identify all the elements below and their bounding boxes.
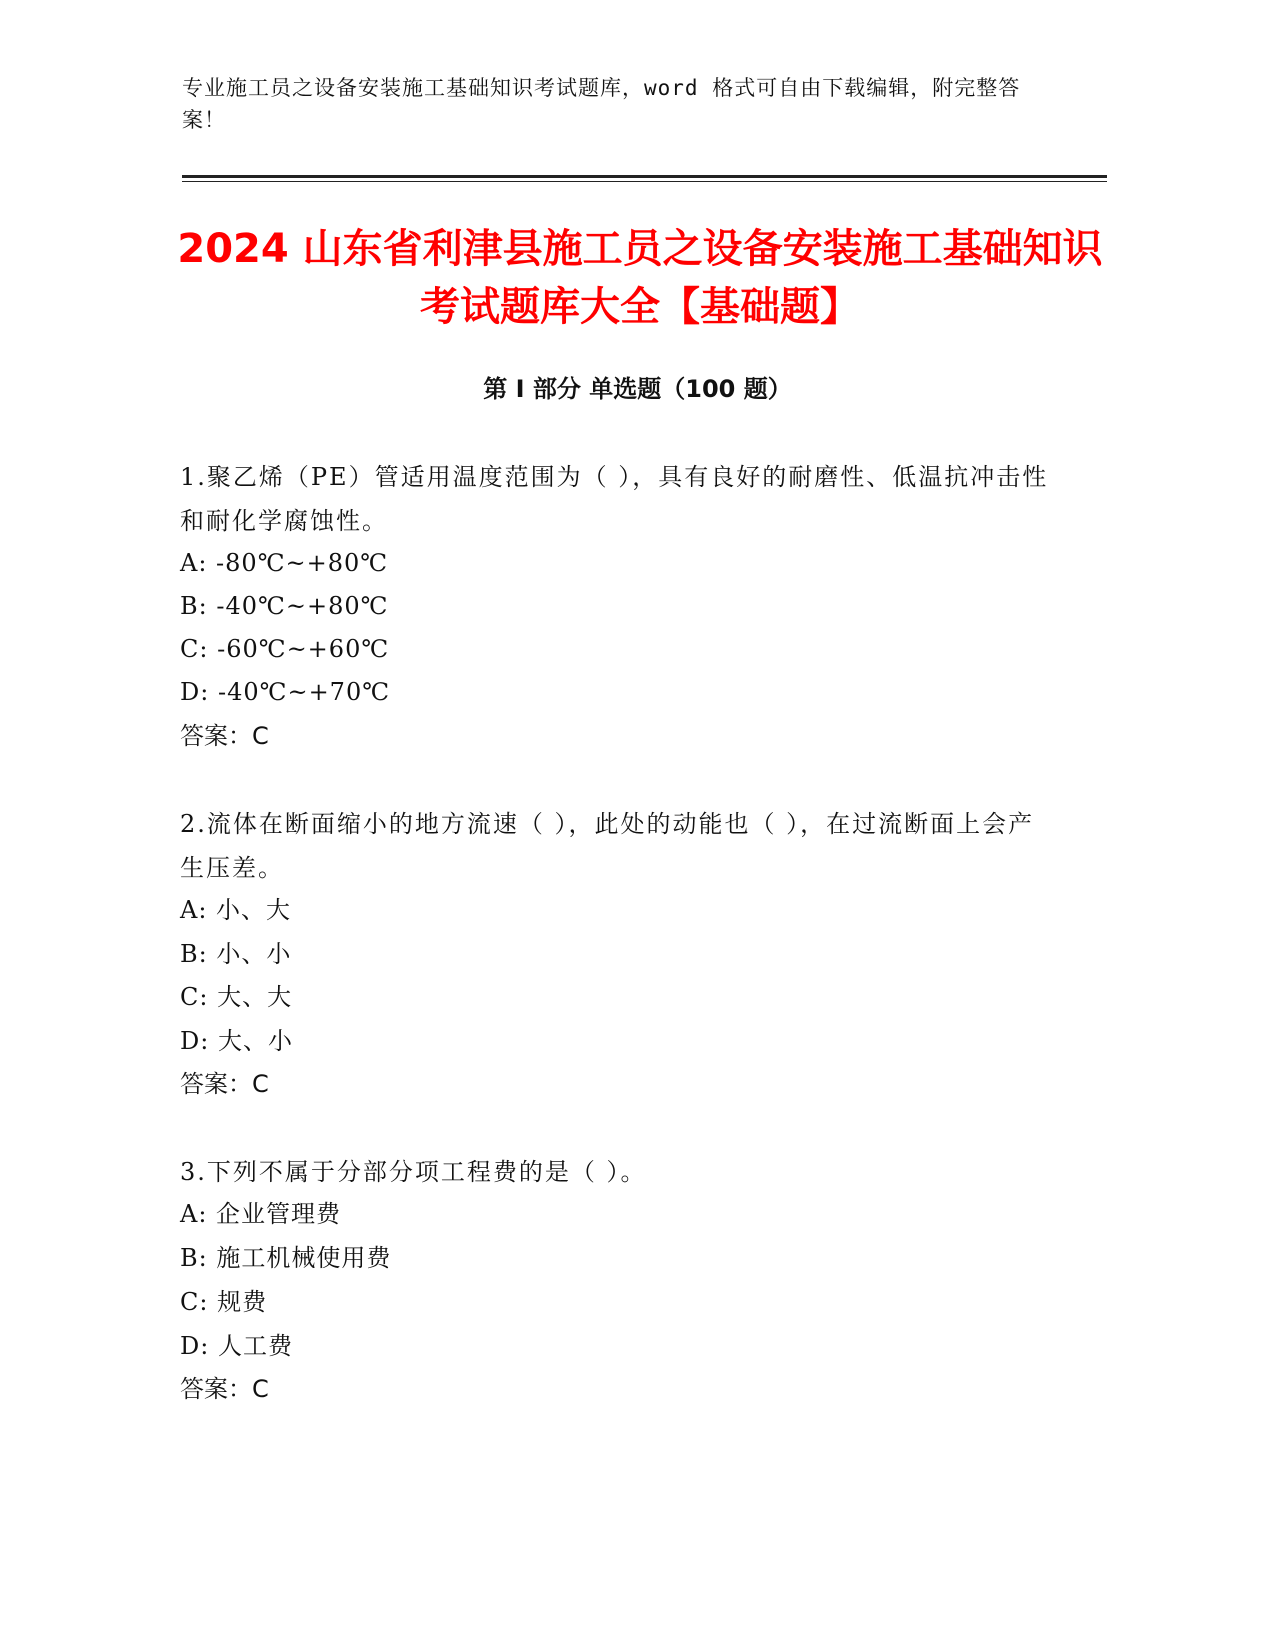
question-3-option-a: A: 企业管理费: [180, 1200, 342, 1228]
question-3-answer: 答案：C: [180, 1375, 269, 1403]
header-rule-thin: [182, 181, 1107, 182]
question-2-option-d: D: 大、小: [180, 1027, 293, 1055]
header-note: 专业施工员之设备安装施工基础知识考试题库，word 格式可自由下载编辑，附完整答案！: [182, 76, 1021, 132]
question-1-stem: 1.聚乙烯（PE）管适用温度范围为（ ），具有良好的耐磨性、低温抗冲击性和耐化学腐蚀性。: [180, 463, 1049, 535]
question-1-option-c: C: -60℃~+60℃: [180, 635, 390, 663]
question-2-option-b: B: 小、小: [180, 940, 292, 968]
document-title: 2024 山东省利津县施工员之设备安装施工基础知识考试题库大全【基础题】: [177, 226, 1103, 330]
question-2-option-c: C: 大、大: [180, 983, 293, 1011]
question-2-answer: 答案：C: [180, 1070, 269, 1098]
question-3-option-c: C: 规费: [180, 1288, 268, 1316]
question-3-option-d: D: 人工费: [180, 1332, 293, 1360]
question-1-option-a: A: -80℃~+80℃: [180, 549, 389, 577]
question-3-option-b: B: 施工机械使用费: [180, 1244, 392, 1272]
question-2-stem: 2.流体在断面缩小的地方流速（ ），此处的动能也（ ），在过流断面上会产生压差。: [180, 810, 1035, 882]
header-rule-thick: [182, 175, 1107, 178]
question-1-option-d: D: -40℃~+70℃: [180, 678, 391, 706]
question-2-option-a: A: 小、大: [180, 896, 292, 924]
question-1-option-b: B: -40℃~+80℃: [180, 592, 389, 620]
question-3-stem: 3.下列不属于分部分项工程费的是（ ）。: [180, 1158, 647, 1186]
section-title: 第 I 部分 单选题（100 题）: [483, 375, 792, 403]
question-1-answer: 答案：C: [180, 722, 269, 750]
